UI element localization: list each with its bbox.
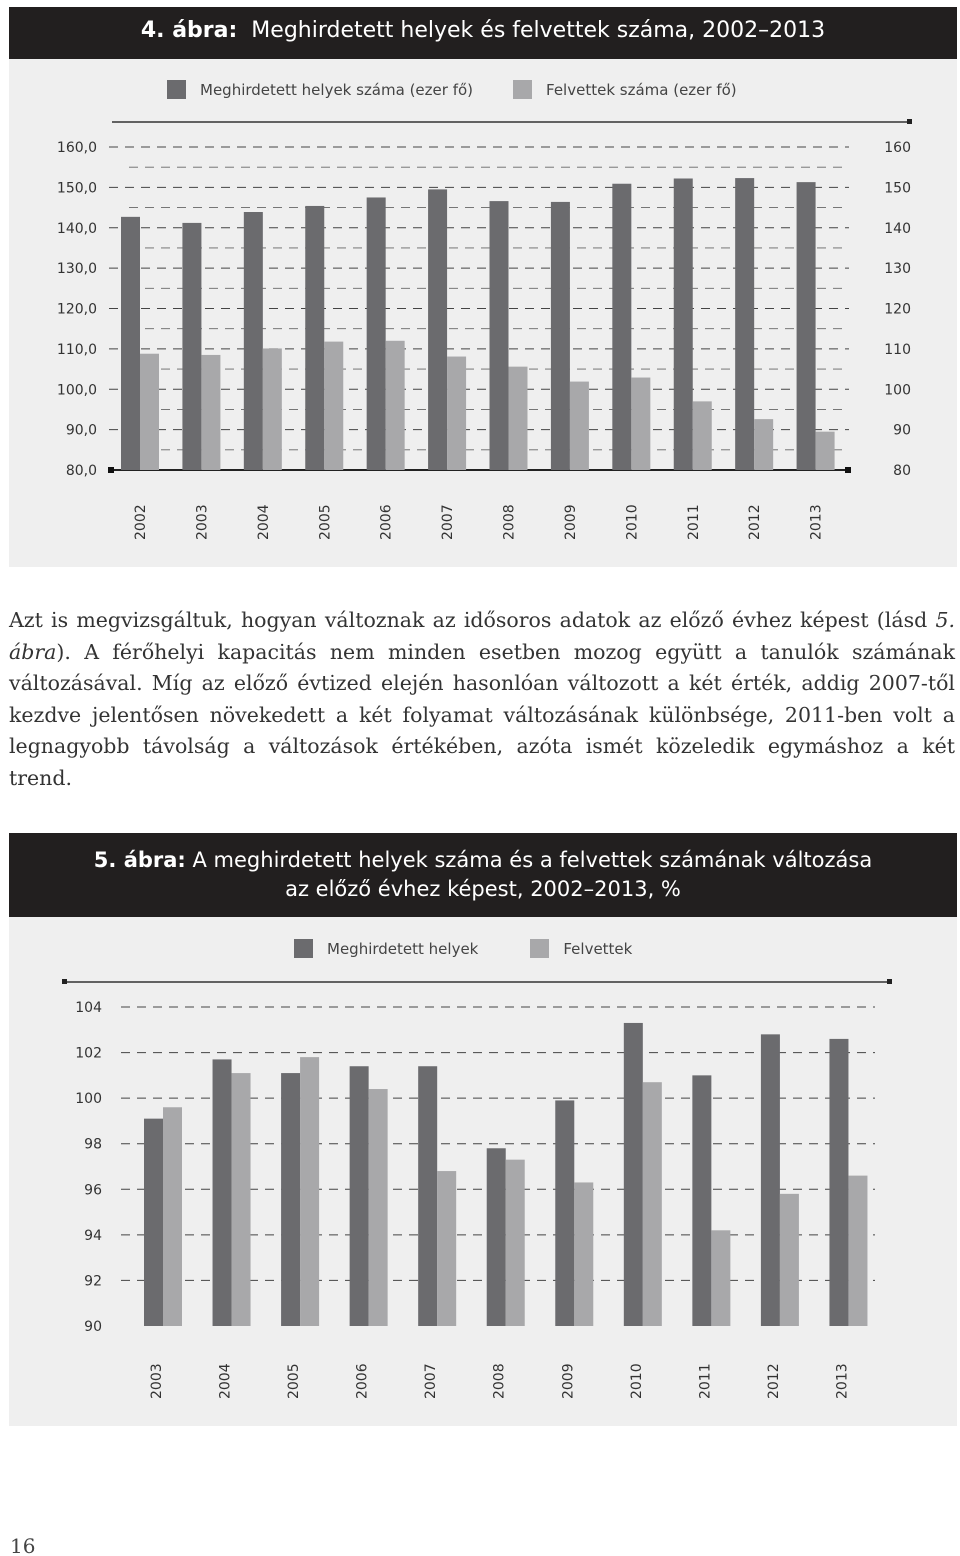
bar-advertised	[829, 1039, 848, 1326]
bar-advertised	[305, 206, 324, 470]
bar-admitted	[631, 378, 650, 470]
x-tick-label: 2012	[765, 1363, 782, 1399]
y-tick-label: 104	[75, 1000, 102, 1016]
y-tick-label: 96	[84, 1182, 102, 1199]
axis-end-marker	[62, 979, 67, 984]
x-tick-label: 2008	[491, 1363, 508, 1399]
text-part: Azt is megvizsgáltuk, hogyan változnak az idősoros adatok az előző évhez képest (lásd	[9, 608, 936, 632]
y-tick-label: 102	[75, 1045, 102, 1062]
y-tick-label: 100	[75, 1091, 102, 1108]
bar-admitted	[437, 1171, 456, 1326]
bar-admitted	[574, 1182, 593, 1326]
y-tick-label-right: 140	[884, 220, 911, 237]
bar-advertised	[555, 1100, 574, 1326]
figure-4-number: 4. ábra:	[140, 18, 238, 43]
y-tick-label-right: 80	[893, 463, 911, 479]
bar-admitted	[201, 355, 220, 470]
bar-admitted	[816, 432, 835, 470]
y-tick-label: 92	[84, 1273, 102, 1290]
y-tick-label-right: 160	[884, 140, 911, 156]
bar-admitted	[369, 1089, 388, 1326]
y-tick-label: 98	[84, 1136, 102, 1153]
figure-5-title-line-2: az előző évhez képest, 2002–2013, %	[285, 877, 681, 901]
bar-advertised	[367, 197, 386, 470]
x-tick-label: 2004	[217, 1363, 234, 1399]
figure-5-panel	[9, 833, 957, 1426]
bar-admitted	[300, 1057, 319, 1326]
legend-label: Meghirdetett helyek száma (ezer fő)	[200, 80, 474, 99]
x-tick-label: 2006	[354, 1363, 371, 1399]
body-paragraph	[9, 605, 955, 794]
y-tick-label-right: 110	[884, 341, 911, 358]
bar-admitted	[711, 1230, 730, 1326]
x-tick-label: 2004	[255, 504, 272, 540]
x-tick-label: 2009	[560, 1363, 577, 1399]
page-number: 16	[10, 1534, 36, 1556]
x-tick-label: 2011	[697, 1363, 714, 1399]
y-tick-label-left: 140,0	[56, 220, 97, 237]
bar-admitted	[780, 1194, 799, 1326]
x-tick-label: 2012	[747, 504, 764, 540]
bar-advertised	[674, 178, 693, 470]
bar-advertised	[418, 1066, 437, 1326]
x-tick-label: 2009	[562, 504, 579, 540]
bar-advertised	[487, 1148, 506, 1326]
bar-advertised	[182, 223, 201, 470]
legend-label: Felvettek	[563, 939, 633, 958]
y-tick-label-right: 90	[893, 422, 911, 439]
bar-advertised	[428, 189, 447, 470]
bar-advertised	[612, 184, 631, 470]
bar-advertised	[350, 1066, 369, 1326]
y-tick-label-left: 100,0	[56, 382, 97, 399]
legend-label: Felvettek száma (ezer fő)	[546, 80, 737, 99]
axis-end-marker	[845, 467, 851, 473]
x-tick-label: 2011	[685, 504, 702, 540]
bar-advertised	[281, 1073, 300, 1326]
text-part: ). A férőhelyi kapacitás nem minden esetben mozog együtt a tanulók számának változásával. Míg az előző évtized elején hasonlóan változott a két érték, addig 2007-től kezdve jelentősen növekedett a két folyamat változásának különbsége, 2011-ben volt a legnagyobb távolság a változások értékében, azóta ismét közeledik egymáshoz a két trend.	[9, 639, 955, 790]
bar-advertised	[213, 1059, 232, 1326]
figure-5-title-line-1: A meghirdetett helyek száma és a felvettek számának változása	[192, 848, 873, 872]
y-tick-label: 94	[84, 1227, 102, 1244]
paragraph-text	[9, 605, 955, 794]
bar-admitted	[140, 354, 159, 470]
x-tick-label: 2010	[628, 1363, 645, 1399]
y-tick-label-left: 110,0	[56, 341, 97, 358]
x-tick-label: 2013	[834, 1363, 851, 1399]
bar-admitted	[386, 341, 405, 470]
bar-advertised	[144, 1119, 163, 1326]
bar-advertised	[490, 201, 509, 470]
y-tick-label-left: 90,0	[65, 422, 97, 439]
axis-end-marker	[108, 467, 114, 473]
y-tick-label-right: 130	[884, 261, 911, 278]
x-tick-label: 2002	[133, 504, 149, 540]
y-tick-label-right: 120	[884, 301, 911, 318]
x-tick-label: 2005	[286, 1363, 303, 1399]
figure-5-chart	[9, 833, 957, 1426]
bar-advertised	[551, 202, 570, 470]
x-tick-label: 2008	[501, 504, 518, 540]
bar-admitted	[263, 348, 282, 470]
y-tick-label-right: 150	[884, 180, 911, 197]
bar-advertised	[244, 212, 263, 470]
y-tick-label: 90	[84, 1319, 102, 1335]
figure-4-title: Meghirdetett helyek és felvettek száma, 2002–2013	[251, 18, 826, 43]
figure-4-panel	[9, 7, 957, 567]
bar-admitted	[506, 1160, 525, 1326]
y-tick-label-left: 120,0	[56, 301, 97, 318]
x-tick-label: 2010	[624, 504, 641, 540]
axis-end-marker	[887, 979, 892, 984]
y-tick-label-left: 80,0	[65, 463, 97, 479]
y-tick-label-left: 130,0	[56, 261, 97, 278]
x-tick-label: 2006	[378, 504, 395, 540]
bar-advertised	[624, 1023, 643, 1326]
x-tick-label: 2003	[149, 1363, 165, 1399]
bar-advertised	[735, 178, 754, 470]
x-tick-label: 2013	[808, 504, 825, 540]
bar-advertised	[797, 182, 816, 470]
x-tick-label: 2005	[317, 504, 334, 540]
bar-advertised	[692, 1075, 711, 1326]
figure-4-chart	[9, 7, 957, 567]
bar-admitted	[643, 1082, 662, 1326]
bar-admitted	[447, 357, 466, 470]
bar-admitted	[324, 342, 343, 470]
x-tick-label: 2007	[440, 504, 457, 540]
y-tick-label-right: 100	[884, 382, 911, 399]
y-tick-label-left: 160,0	[56, 140, 97, 156]
bar-admitted	[754, 419, 773, 470]
y-tick-label-left: 150,0	[56, 180, 97, 197]
bar-advertised	[121, 217, 140, 470]
x-tick-label: 2007	[423, 1363, 440, 1399]
bar-admitted	[163, 1107, 182, 1326]
bar-admitted	[693, 401, 712, 470]
bar-admitted	[848, 1176, 867, 1326]
bar-advertised	[761, 1034, 780, 1326]
bar-admitted	[570, 382, 589, 470]
legend-label: Meghirdetett helyek	[327, 939, 479, 958]
bar-admitted	[509, 367, 528, 470]
axis-end-marker	[907, 119, 912, 124]
figure-reference: 5. ábra	[9, 608, 955, 664]
x-tick-label: 2003	[194, 504, 211, 540]
bar-admitted	[232, 1073, 251, 1326]
figure-5-number: 5. ábra:	[93, 848, 186, 872]
